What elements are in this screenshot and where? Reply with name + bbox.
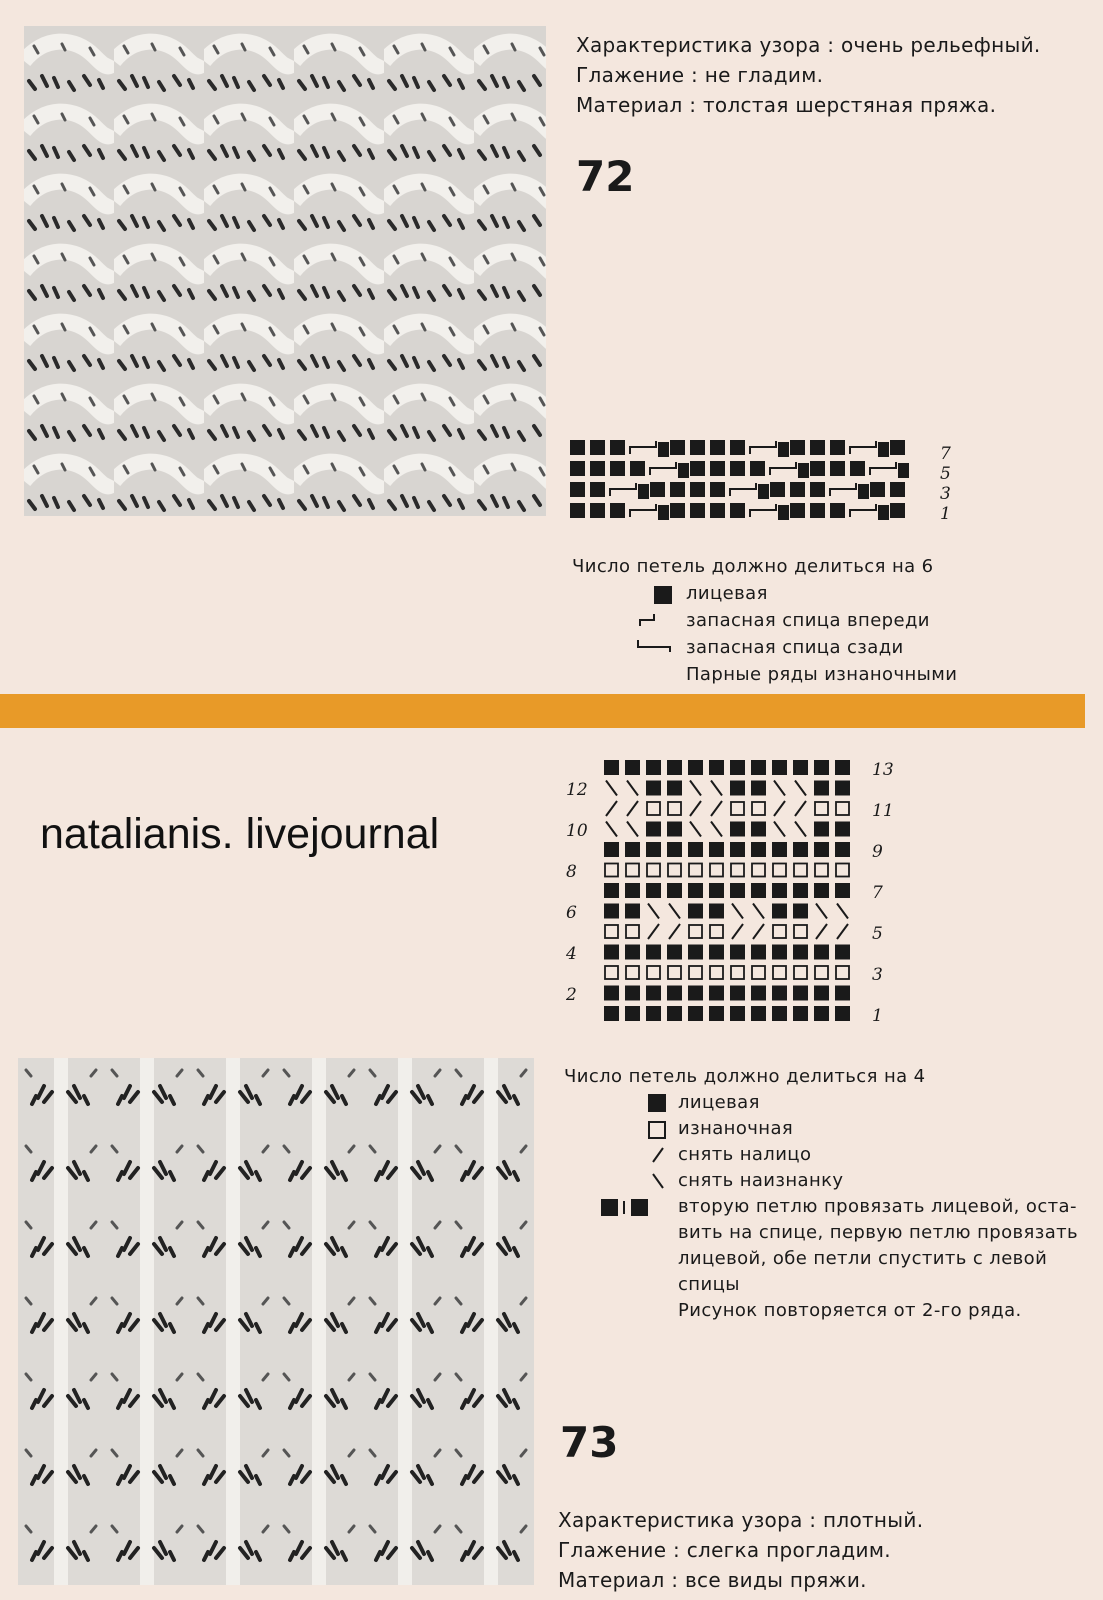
p73-row-number: 1 xyxy=(872,1006,883,1026)
p72-row-1: 1 xyxy=(940,504,951,524)
knit-cell xyxy=(835,945,850,960)
cable-mark xyxy=(630,441,656,454)
purl-cell xyxy=(836,802,849,815)
p73-chart xyxy=(604,760,860,1028)
slip-purl-cell xyxy=(669,904,680,919)
p73-legend-knit: лицевая xyxy=(678,1092,760,1113)
purl-cell xyxy=(689,864,702,877)
p73-row-number: 4 xyxy=(566,944,577,964)
p73-row-number: 13 xyxy=(872,760,894,780)
purl-cell xyxy=(668,864,681,877)
watermark-text: natalianis. livejournal xyxy=(40,810,440,858)
cable-mark xyxy=(750,504,776,517)
knit-cell xyxy=(625,883,640,898)
purl-cell xyxy=(731,864,744,877)
knit-cell xyxy=(590,503,605,518)
p72-chart-grid xyxy=(570,440,930,526)
knit-cell xyxy=(604,1006,619,1021)
knit-cell xyxy=(790,503,805,518)
knit-cell xyxy=(667,760,682,775)
knit-cell xyxy=(709,883,724,898)
purl-cell xyxy=(815,864,828,877)
knit-cell xyxy=(850,461,865,476)
knit-cell xyxy=(570,482,585,497)
knit-cell xyxy=(646,760,661,775)
purl-cell xyxy=(836,966,849,979)
cable-mark xyxy=(650,462,676,475)
purl-cell xyxy=(836,864,849,877)
knit-cell xyxy=(709,904,724,919)
knit-cell xyxy=(730,822,745,837)
knit-cell xyxy=(870,482,885,497)
knit-cell xyxy=(688,945,703,960)
slip-purl-cell xyxy=(711,822,722,837)
knit-cell xyxy=(590,440,605,455)
knit-cell xyxy=(604,986,619,1001)
knit-cell xyxy=(667,883,682,898)
knit-cell xyxy=(688,760,703,775)
purl-cell xyxy=(731,802,744,815)
knit-cell xyxy=(667,986,682,1001)
knit-cell xyxy=(730,945,745,960)
knit-cell xyxy=(835,842,850,857)
slip-purl-cell xyxy=(627,781,638,796)
knit-cell xyxy=(570,440,585,455)
purl-cell xyxy=(731,966,744,979)
knit-cell xyxy=(688,1006,703,1021)
knit-cell xyxy=(751,986,766,1001)
slip-purl-cell xyxy=(837,904,848,919)
knit-cell xyxy=(830,503,845,518)
purl-cell xyxy=(647,966,660,979)
slip-knit-cell xyxy=(648,924,659,939)
p73-ironing: Глажение : слегка прогладим. xyxy=(558,1538,891,1562)
knit-cell xyxy=(750,461,765,476)
slip-knit-cell xyxy=(816,924,827,939)
knit-cell xyxy=(709,842,724,857)
cable-mark xyxy=(750,441,776,454)
knit-cell xyxy=(890,482,905,497)
slip-knit-cell xyxy=(837,924,848,939)
knit-cell xyxy=(688,986,703,1001)
p72-ironing: Глажение : не гладим. xyxy=(576,63,824,87)
p73-row-number: 12 xyxy=(566,780,588,800)
knit-cell xyxy=(770,482,785,497)
knit-cell xyxy=(814,883,829,898)
knit-cell xyxy=(730,461,745,476)
slip-purl-cell xyxy=(690,781,701,796)
knit-cell xyxy=(625,904,640,919)
knit-cell xyxy=(678,463,689,478)
purl-cell xyxy=(794,864,807,877)
knit-cell xyxy=(878,505,889,520)
knit-cell xyxy=(610,461,625,476)
knit-cell xyxy=(751,822,766,837)
knit-symbol-icon xyxy=(654,586,672,604)
purl-cell xyxy=(710,864,723,877)
p72-stitch-note: Число петель должно делиться на 6 xyxy=(572,556,934,577)
p73-row-number: 3 xyxy=(872,965,883,985)
p72-row-5: 5 xyxy=(940,464,951,484)
knit-cell xyxy=(667,781,682,796)
knit-cell xyxy=(709,945,724,960)
knit-cell xyxy=(710,440,725,455)
slip-knit-cell xyxy=(711,801,722,816)
knit-cell xyxy=(814,945,829,960)
purl-cell xyxy=(794,925,807,938)
knit-cell xyxy=(730,1006,745,1021)
slip-purl-cell xyxy=(627,822,638,837)
knit-cell xyxy=(670,482,685,497)
knit-cell xyxy=(625,760,640,775)
knit-cell xyxy=(730,440,745,455)
p73-row-number: 9 xyxy=(872,842,883,862)
knit-cell xyxy=(604,883,619,898)
slip-knit-cell xyxy=(669,924,680,939)
knit-cell xyxy=(793,904,808,919)
knit-cell xyxy=(570,461,585,476)
knit-cell xyxy=(688,904,703,919)
p73-row-number: 8 xyxy=(566,862,577,882)
knit-cell xyxy=(690,461,705,476)
slip-purl-cell xyxy=(774,822,785,837)
knit-cell xyxy=(688,883,703,898)
purl-cell xyxy=(647,802,660,815)
cable-mark xyxy=(730,483,756,496)
cable-front-icon xyxy=(638,612,672,628)
slip-knit-cell xyxy=(627,801,638,816)
purl-cell xyxy=(773,925,786,938)
knit-cell xyxy=(772,986,787,1001)
p72-legend-cable-back: запасная спица сзади xyxy=(686,637,904,658)
cable-mark xyxy=(830,483,856,496)
knit-cell xyxy=(772,842,787,857)
knitting-photo-73 xyxy=(18,1058,534,1585)
purl-cell xyxy=(626,864,639,877)
slip-knit-cell xyxy=(795,801,806,816)
p73-number: 73 xyxy=(560,1418,619,1467)
p72-legend-even-rows: Парные ряды изнаночными xyxy=(686,664,958,685)
knit-cell xyxy=(730,781,745,796)
knit-cell xyxy=(778,505,789,520)
knit-cell xyxy=(758,484,769,499)
purl-cell xyxy=(689,925,702,938)
cable-mark xyxy=(770,462,796,475)
knit-cell xyxy=(793,945,808,960)
knit-cell xyxy=(814,842,829,857)
knit-cell xyxy=(730,883,745,898)
slip-knit-cell xyxy=(690,801,701,816)
knit-cell xyxy=(751,781,766,796)
knit-cell xyxy=(793,760,808,775)
p72-chart xyxy=(570,440,930,526)
knit-cell xyxy=(646,986,661,1001)
purl-cell xyxy=(605,864,618,877)
p73-legend-cross-1: вторую петлю провязать лицевой, оста- xyxy=(678,1196,1077,1217)
knit-cell xyxy=(690,503,705,518)
purl-cell xyxy=(815,966,828,979)
knit-cell xyxy=(890,503,905,518)
slip-purl-cell xyxy=(753,904,764,919)
knit-cell xyxy=(878,442,889,457)
knit-cell xyxy=(835,883,850,898)
knit-cell xyxy=(778,442,789,457)
knit-cell xyxy=(646,781,661,796)
knit-cell xyxy=(709,1006,724,1021)
knit-cell xyxy=(730,503,745,518)
knit-cell xyxy=(590,461,605,476)
knit-cell xyxy=(710,461,725,476)
p73-stitch-note: Число петель должно делиться на 4 xyxy=(564,1066,926,1087)
knit-cell xyxy=(688,842,703,857)
purl-cell xyxy=(668,966,681,979)
slip-purl-cell xyxy=(711,781,722,796)
knit-cell xyxy=(646,1006,661,1021)
p73-row-number: 10 xyxy=(566,821,588,841)
knit-cell xyxy=(814,781,829,796)
p72-legend-knit: лицевая xyxy=(686,583,768,604)
knit-cell xyxy=(625,945,640,960)
slip-purl-cell xyxy=(606,822,617,837)
knit-cell xyxy=(670,440,685,455)
knit-cell xyxy=(667,822,682,837)
slip-purl-cell xyxy=(606,781,617,796)
knit-cell xyxy=(751,842,766,857)
p73-legend-purl: изнаночная xyxy=(678,1118,794,1139)
knit-cell xyxy=(790,482,805,497)
purl-cell xyxy=(773,966,786,979)
knit-cell xyxy=(658,442,669,457)
knit-cell xyxy=(793,1006,808,1021)
knit-cell xyxy=(604,945,619,960)
slip-purl-cell xyxy=(648,904,659,919)
knit-cell xyxy=(830,461,845,476)
knit-cell xyxy=(858,484,869,499)
slip-knit-cell xyxy=(774,801,785,816)
knit-cell xyxy=(667,945,682,960)
purl-symbol-icon xyxy=(648,1121,666,1139)
knit-cell xyxy=(610,503,625,518)
knit-cell xyxy=(772,760,787,775)
knit-cell xyxy=(793,883,808,898)
knit-cell xyxy=(667,842,682,857)
p73-legend-cross-4: спицы xyxy=(678,1274,740,1295)
knit-cell xyxy=(835,781,850,796)
knit-cell xyxy=(690,440,705,455)
knit-cell xyxy=(772,945,787,960)
purl-cell xyxy=(815,802,828,815)
knit-cell xyxy=(730,760,745,775)
knit-cell xyxy=(810,461,825,476)
purl-cell xyxy=(710,966,723,979)
p73-row-number: 6 xyxy=(566,903,577,923)
knit-cell xyxy=(790,440,805,455)
knit-cell xyxy=(890,440,905,455)
knit-cell xyxy=(814,986,829,1001)
knit-cell xyxy=(630,461,645,476)
knit-cell xyxy=(709,760,724,775)
knit-cell xyxy=(751,1006,766,1021)
knit-cell xyxy=(690,482,705,497)
knit-cell xyxy=(625,1006,640,1021)
knit-cell xyxy=(772,904,787,919)
p73-legend-slip-purl: снять наизнанку xyxy=(678,1170,844,1191)
knit-cell xyxy=(658,505,669,520)
knit-cell xyxy=(625,986,640,1001)
knit-cell xyxy=(772,883,787,898)
p73-row-number: 11 xyxy=(872,801,894,821)
knit-cell xyxy=(814,822,829,837)
p72-row-7: 7 xyxy=(940,444,951,464)
purl-cell xyxy=(668,802,681,815)
p73-legend-cross-2: вить на спице, первую петлю провязать xyxy=(678,1222,1079,1243)
purl-cell xyxy=(605,966,618,979)
purl-cell xyxy=(752,966,765,979)
knit-cell xyxy=(646,842,661,857)
knit-cell xyxy=(646,883,661,898)
knit-cell xyxy=(772,1006,787,1021)
knit-cell xyxy=(835,1006,850,1021)
p72-number: 72 xyxy=(576,152,635,201)
knit-cell xyxy=(625,842,640,857)
slip-knit-cell xyxy=(753,924,764,939)
knit-cell xyxy=(730,842,745,857)
cross-stitch-icon xyxy=(600,1198,650,1218)
slip-purl-cell xyxy=(816,904,827,919)
purl-cell xyxy=(710,925,723,938)
slip-knit-cell xyxy=(606,801,617,816)
knit-cell xyxy=(751,760,766,775)
knit-cell xyxy=(604,842,619,857)
knit-cell xyxy=(730,986,745,1001)
p73-legend-cross-3: лицевой, обе петли спустить с левой xyxy=(678,1248,1048,1269)
p73-legend-repeat: Рисунок повторяется от 2-го ряда. xyxy=(678,1300,1022,1321)
section-divider-band xyxy=(0,694,1085,728)
p73-legend-slip-knit: снять налицо xyxy=(678,1144,812,1165)
p73-row-number: 2 xyxy=(566,985,577,1005)
knit-cell xyxy=(610,440,625,455)
knit-symbol-icon xyxy=(648,1094,666,1112)
slip-purl-cell xyxy=(795,822,806,837)
knit-cell xyxy=(835,760,850,775)
slip-knit-cell xyxy=(732,924,743,939)
slip-knit-icon xyxy=(650,1146,666,1164)
cable-mark xyxy=(850,441,876,454)
p73-row-number: 7 xyxy=(872,883,883,903)
purl-cell xyxy=(752,802,765,815)
knit-cell xyxy=(830,440,845,455)
knit-cell xyxy=(709,986,724,1001)
knit-cell xyxy=(898,463,909,478)
p73-chart-grid xyxy=(604,760,860,1028)
purl-cell xyxy=(626,966,639,979)
purl-cell xyxy=(647,864,660,877)
knitting-photo-72 xyxy=(24,26,546,516)
knit-cell xyxy=(667,1006,682,1021)
knit-cell xyxy=(798,463,809,478)
knit-cell xyxy=(810,482,825,497)
purl-cell xyxy=(605,925,618,938)
knit-cell xyxy=(604,760,619,775)
p73-characteristic: Характеристика узора : плотный. xyxy=(558,1508,924,1532)
knit-cell xyxy=(604,904,619,919)
purl-cell xyxy=(626,925,639,938)
slip-purl-icon xyxy=(650,1172,666,1190)
knit-cell xyxy=(710,482,725,497)
p72-material: Материал : толстая шерстяная пряжа. xyxy=(576,93,997,117)
cable-mark xyxy=(870,462,896,475)
knit-cell xyxy=(793,842,808,857)
knit-cell xyxy=(751,945,766,960)
p73-material: Материал : все виды пряжи. xyxy=(558,1568,867,1592)
purl-cell xyxy=(794,966,807,979)
p73-row-number: 5 xyxy=(872,924,883,944)
knit-cell xyxy=(638,484,649,499)
knit-cell xyxy=(570,503,585,518)
knit-cell xyxy=(646,822,661,837)
knit-cell xyxy=(650,482,665,497)
knit-cell xyxy=(590,482,605,497)
knit-cell xyxy=(710,503,725,518)
slip-purl-cell xyxy=(732,904,743,919)
purl-cell xyxy=(773,864,786,877)
cable-back-icon xyxy=(636,638,676,654)
p72-characteristic: Характеристика узора : очень рельефный. xyxy=(576,33,1041,57)
knit-cell xyxy=(810,440,825,455)
cable-mark xyxy=(630,504,656,517)
knit-cell xyxy=(670,503,685,518)
knit-cell xyxy=(793,986,808,1001)
slip-purl-cell xyxy=(690,822,701,837)
knit-cell xyxy=(835,986,850,1001)
knit-cell xyxy=(810,503,825,518)
purl-cell xyxy=(752,864,765,877)
knit-cell xyxy=(814,1006,829,1021)
knit-cell xyxy=(814,760,829,775)
p72-legend-cable-front: запасная спица впереди xyxy=(686,610,930,631)
knit-cell xyxy=(646,945,661,960)
slip-purl-cell xyxy=(795,781,806,796)
cable-mark xyxy=(850,504,876,517)
purl-cell xyxy=(689,966,702,979)
knit-cell xyxy=(835,822,850,837)
p72-row-3: 3 xyxy=(940,484,951,504)
slip-purl-cell xyxy=(774,781,785,796)
cable-mark xyxy=(610,483,636,496)
knit-cell xyxy=(751,883,766,898)
